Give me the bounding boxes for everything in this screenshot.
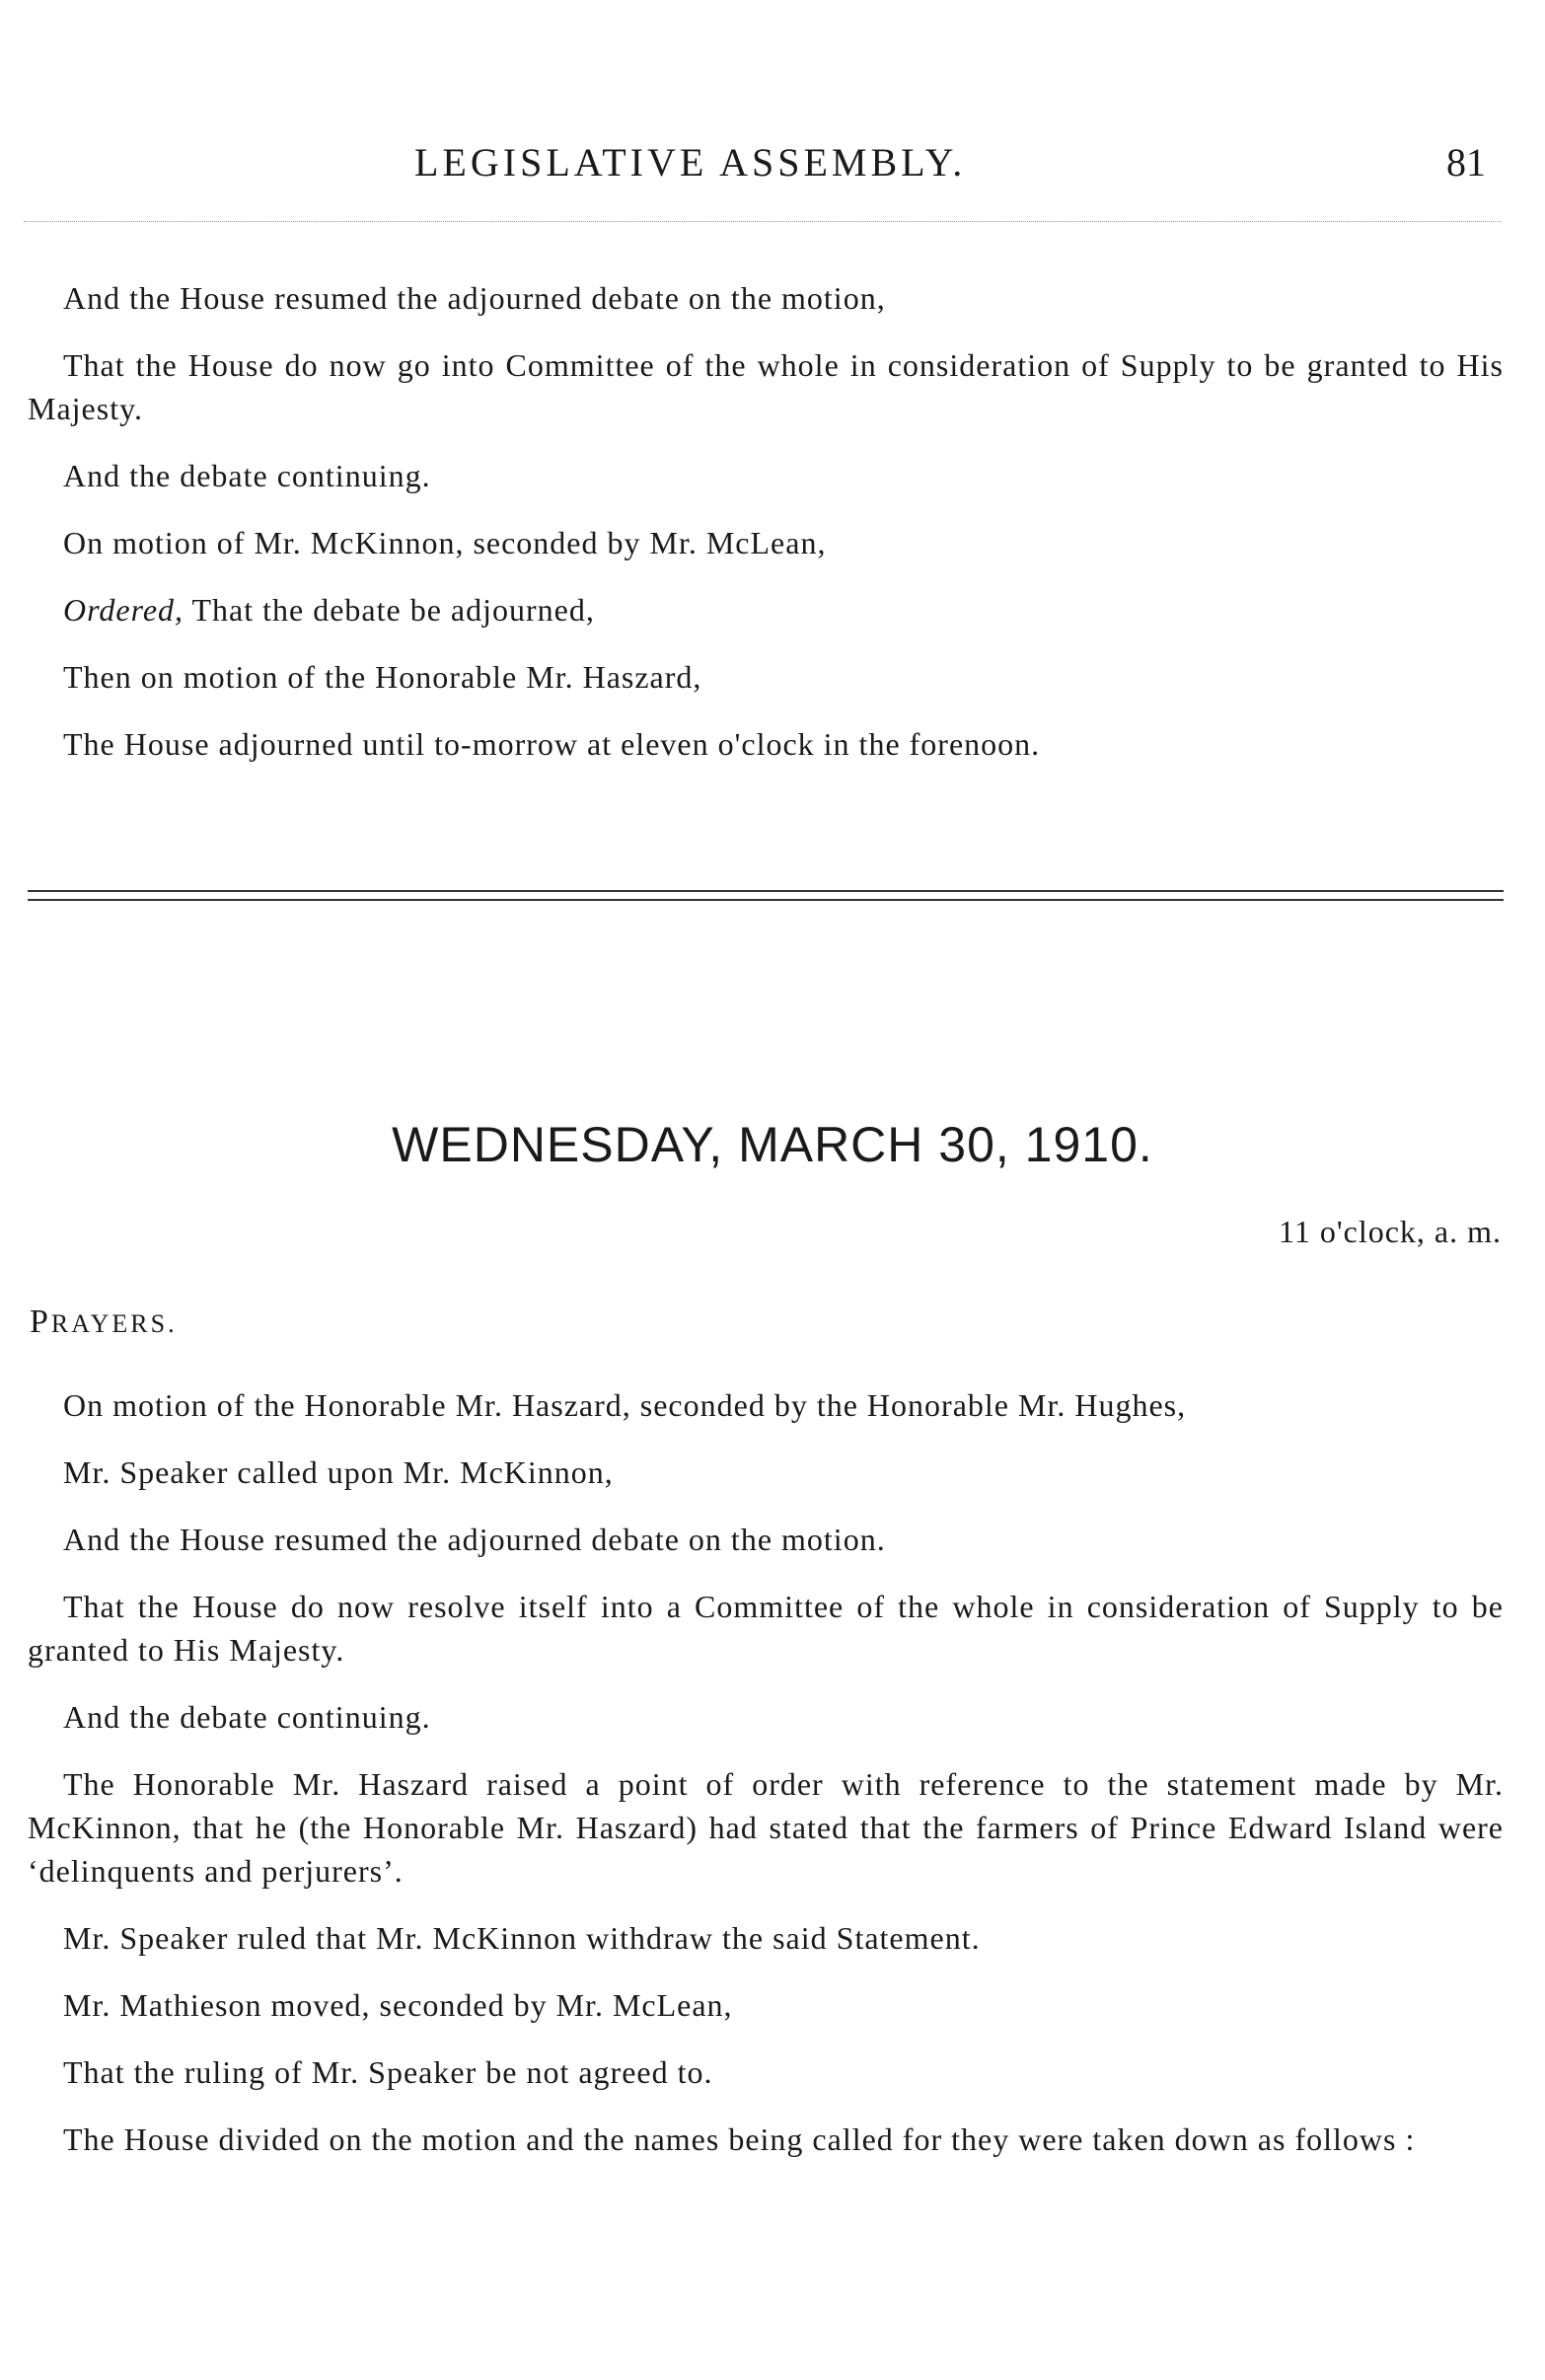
- paragraph: And the House resumed the adjourned debate on the motion,: [63, 280, 886, 316]
- paragraph: Then on motion of the Honorable Mr. Haszard,: [63, 659, 702, 695]
- prayers-heading: [30, 1304, 178, 1342]
- prayers-rest: RAYERS.: [50, 1309, 178, 1338]
- section-two: [28, 1383, 1504, 2161]
- paragraph: That the House do now go into Committee of the whole in consideration of Supply to be granted to His Majesty.: [28, 347, 1504, 426]
- paragraph: Mr. Speaker ruled that Mr. McKinnon withdraw the said Statement.: [63, 1920, 981, 1956]
- paragraph: And the House resumed the adjourned debate on the motion.: [63, 1522, 886, 1557]
- page-number: 81: [1446, 140, 1486, 185]
- header-rule: [24, 221, 1502, 222]
- running-title: LEGISLATIVE ASSEMBLY.: [414, 140, 967, 185]
- running-head: [0, 138, 1545, 187]
- paragraph: The Honorable Mr. Haszard raised a point of order with reference to the statement made by Mr. McKinnon, that he (the Honorable Mr. Haszard) had stated that the farmers of Prince Edward Island were ‘delinquents and perjurers’.: [28, 1766, 1504, 1889]
- paragraph: Mr. Speaker called upon Mr. McKinnon,: [63, 1454, 614, 1490]
- paragraph: The House adjourned until to-morrow at eleven o'clock in the forenoon.: [63, 726, 1041, 762]
- paragraph: And the debate continuing.: [63, 1699, 431, 1735]
- time-note: 11 o'clock, a. m.: [1279, 1214, 1502, 1249]
- paragraph: And the debate continuing.: [63, 458, 431, 493]
- paragraph: On motion of Mr. McKinnon, seconded by Mr. McLean,: [63, 525, 827, 560]
- prayers-initial: P: [30, 1303, 51, 1340]
- ordered-word: Ordered,: [63, 592, 184, 628]
- paragraph: Mr. Mathieson moved, seconded by Mr. McLean,: [63, 1987, 733, 2023]
- paragraph: That the House do now resolve itself into a Committee of the whole in consideration of Supply to be granted to His Majesty.: [28, 1589, 1504, 1668]
- section-divider: [28, 890, 1504, 901]
- paragraph: The House divided on the motion and the names being called for they were taken down as follows :: [63, 2121, 1416, 2157]
- paragraph: On motion of the Honorable Mr. Haszard, seconded by the Honorable Mr. Hughes,: [63, 1387, 1187, 1423]
- day-heading: WEDNESDAY, MARCH 30, 1910.: [392, 1117, 1153, 1172]
- ordered-text: That the debate be adjourned,: [184, 592, 595, 628]
- section-one: [28, 276, 1504, 766]
- paragraph: That the ruling of Mr. Speaker be not agreed to.: [63, 2054, 713, 2090]
- ordered-paragraph: [28, 588, 1504, 632]
